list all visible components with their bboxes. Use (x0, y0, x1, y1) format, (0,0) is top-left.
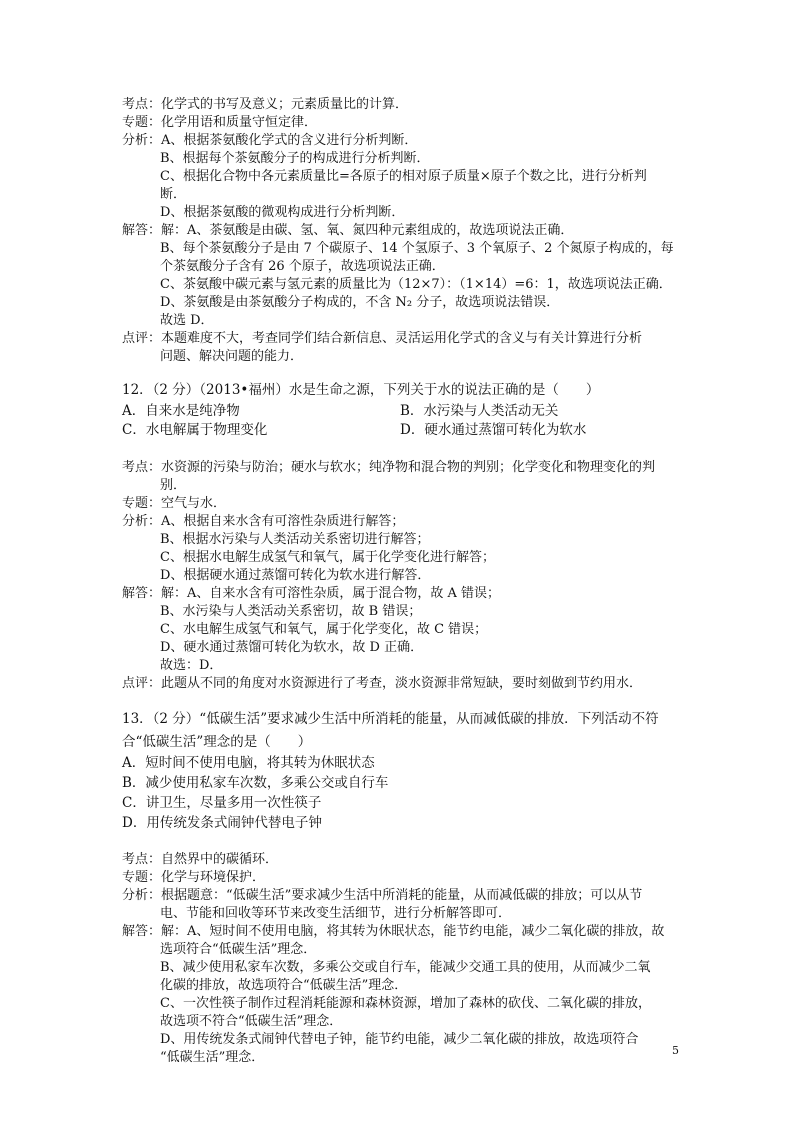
text-line-q12-jieda: 解答：解：A、自来水含有可溶性杂质，属于混合物，故 A 错误； (122, 586, 501, 601)
text-line-q13-stem1: 13．（2 分）“低碳生活”要求减少生活中所消耗的能量，从而减低碳的排放．下列活动不符 (122, 711, 659, 727)
page-number: 5 (672, 1044, 679, 1057)
text-line-q11-dianping2: 问题、解决问题的能力． (160, 349, 304, 364)
text-line-q13-opt-d: D．用传统发条式闹钟代替电子钟 (122, 815, 322, 831)
text-line-q13-opt-a: A．短时间不使用电脑，将其转为休眠状态 (122, 755, 375, 771)
text-line-q12-zhuanti: 专题：空气与水． (122, 496, 227, 511)
text-line-q11-fenxi-c2: 断． (160, 187, 187, 202)
text-line-q11-jieda-b2: 个茶氨酸分子含有 26 个原子，故选项说法正确． (160, 259, 445, 274)
text-line-q12-stem: 12．（2 分）（2013•福州）水是生命之源，下列关于水的说法正确的是（ ） (122, 382, 600, 398)
text-line-q13-kaodian: 考点：自然界中的碳循环． (122, 852, 279, 867)
text-line-q12-fenxi: 分析：A、根据自来水含有可溶性杂质进行解答； (122, 514, 405, 529)
text-line-q11-fenxi-b: B、根据每个茶氨酸分子的构成进行分析判断． (160, 151, 430, 166)
text-line-q12-kaodian1: 考点：水资源的污染与防治；硬水与软水；纯净物和混合物的判别；化学变化和物理变化的判 (122, 460, 656, 475)
text-line-q13-jieda-d2: “低碳生活”理念． (160, 1050, 265, 1065)
text-line-q12-fenxi-b: B、根据水污染与人类活动关系密切进行解答； (160, 532, 430, 547)
text-line-q13-zhuanti: 专题：化学与环境保护． (122, 870, 266, 885)
text-line-q11-zhuanti: 专题：化学用语和质量守恒定律． (122, 115, 318, 130)
text-line-q13-fenxi2: 电、节能和回收等环节来改变生活细节，进行分析解答即可． (160, 906, 512, 921)
text-line-q11-fenxi: 分析：A、根据茶氨酸化学式的含义进行分析判断． (122, 133, 418, 148)
text-line-q11-fenxi-d: D、根据茶氨酸的微观构成进行分析判断． (160, 205, 405, 220)
text-line-q11-guxuan: 故选 D． (160, 313, 214, 328)
text-line-q11-jieda-c: C、茶氨酸中碳元素与氢元素的质量比为（12×7）：（1×14）=6：1，故选项说法正确． (160, 277, 672, 292)
text-line-q13-jieda-c1: C、一次性筷子制作过程消耗能源和森林资源，增加了森林的砍伐、二氧化碳的排放， (160, 996, 651, 1011)
text-line-q12-opt-c: C．水电解属于物理变化 (122, 422, 268, 438)
text-line-q12-dianping: 点评：此题从不同的角度对水资源进行了考查，淡水资源非常短缺，要时刻做到节约用水． (122, 676, 643, 691)
text-line-q13-jieda1: 解答：解：A、短时间不使用电脑，将其转为休眠状态，能节约电能，减少二氧化碳的排放，故 (122, 924, 665, 939)
text-line-q12-jieda-c: C、水电解生成氢气和氧气，属于化学变化，故 C 错误； (160, 622, 488, 637)
text-line-q13-jieda2: 选项符合“低碳生活”理念． (160, 942, 317, 957)
text-line-q12-kaodian2: 别． (160, 478, 187, 493)
text-line-q13-jieda-b1: B、减少使用私家车次数，多乘公交或自行车，能减少交通工具的使用，从而减少二氧 (160, 960, 651, 975)
text-line-q13-opt-c: C．讲卫生，尽量多用一次性筷子 (122, 795, 322, 811)
text-line-q13-opt-b: B．减少使用私家车次数，多乘公交或自行车 (122, 775, 389, 791)
text-line-q13-jieda-b2: 化碳的排放，故选项符合“低碳生活”理念． (160, 978, 408, 993)
text-line-q11-kaodian: 考点：化学式的书写及意义；元素质量比的计算． (122, 97, 409, 112)
text-line-q11-fenxi-c1: C、根据化合物中各元素质量比=各原子的相对原子质量×原子个数之比，进行分析判 (160, 169, 647, 184)
text-line-q12-jieda-d: D、硬水通过蒸馏可转化为软水，故 D 正确． (160, 640, 424, 655)
text-line-q12-opt-b: B．水污染与人类活动无关 (400, 403, 559, 419)
text-line-q13-jieda-d1: D、用传统发条式闹钟代替电子钟，能节约电能，减少二氧化碳的排放，故选项符合 (160, 1032, 639, 1047)
text-line-q13-stem2: 合“低碳生活”理念的是（ ） (122, 734, 312, 750)
text-line-q12-opt-a: A．自来水是纯净物 (122, 403, 240, 419)
text-line-q11-jieda-d: D、茶氨酸是由茶氨酸分子构成的，不含 N₂ 分子，故选项说法错误． (160, 295, 560, 310)
text-line-q12-guxuan: 故选：D． (160, 658, 223, 673)
text-line-q12-jieda-b: B、水污染与人类活动关系密切，故 B 错误； (160, 604, 422, 619)
text-line-q11-dianping1: 点评：本题难度不大，考查同学们结合新信息、灵活运用化学式的含义与有关计算进行分析 (122, 331, 643, 346)
text-line-q11-jieda-b1: B、每个茶氨酸分子是由 7 个碳原子、14 个氢原子、3 个氧原子、2 个氮原子构成的，每 (160, 241, 674, 256)
text-line-q12-fenxi-c: C、根据水电解生成氢气和氧气，属于化学变化进行解答； (160, 550, 495, 565)
text-line-q12-opt-d: D．硬水通过蒸馏可转化为软水 (400, 422, 587, 438)
text-line-q13-jieda-c2: 故选项不符合“低碳生活”理念． (160, 1014, 343, 1029)
text-line-q12-fenxi-d: D、根据硬水通过蒸馏可转化为软水进行解答． (160, 568, 431, 583)
text-line-q11-jieda: 解答：解：A、茶氨酸是由碳、氢、氧、氮四种元素组成的，故选项说法正确． (122, 223, 574, 238)
text-line-q13-fenxi1: 分析：根据题意：“低碳生活”要求减少生活中所消耗的能量，从而减低碳的排放；可以从节 (122, 888, 643, 903)
